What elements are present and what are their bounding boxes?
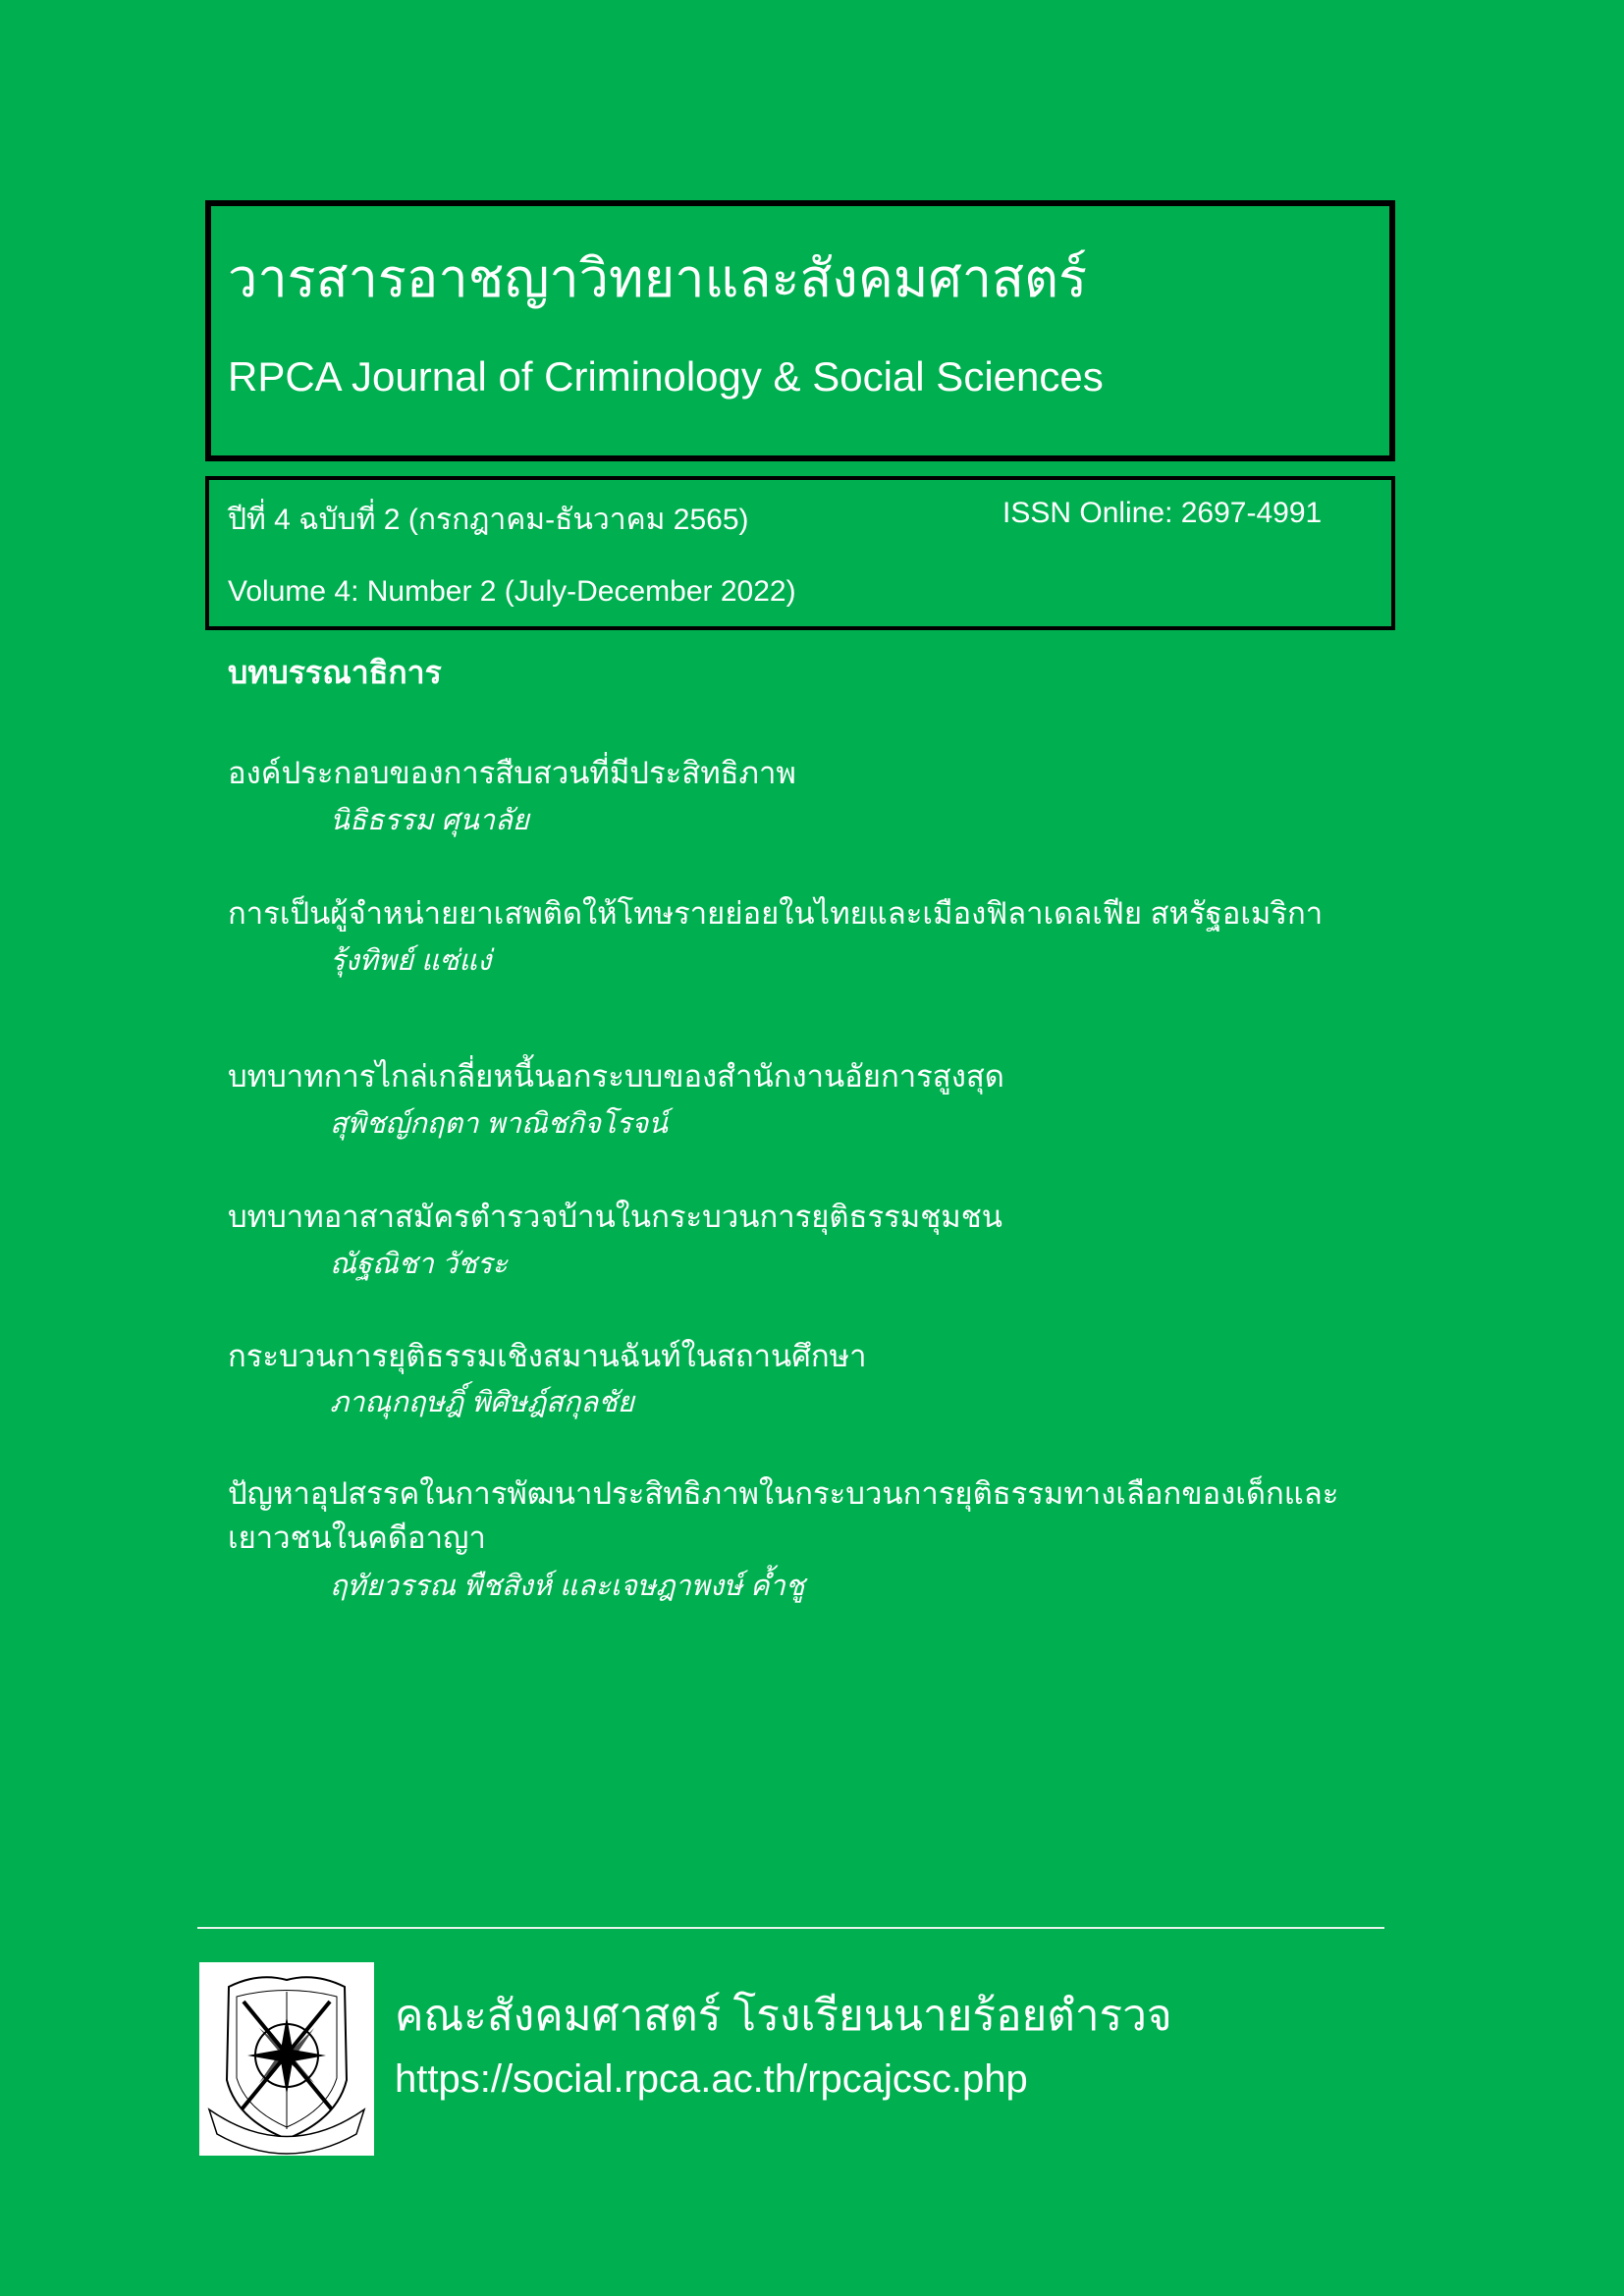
article-title: การเป็นผู้จำหน่ายยาเสพติดให้โทษรายย่อยในไทยและเมืองฟิลาเดลเฟีย สหรัฐอเมริกา [228, 896, 1324, 931]
issue-th: ปีที่ 4 ฉบับที่ 2 (กรกฎาคม-ธันวาคม 2565) [228, 504, 749, 536]
issn: ISSN Online: 2697-4991 [1002, 497, 1323, 529]
article-author: สุพิชญ์กฤตา พาณิชกิจโรจน์ [330, 1108, 669, 1140]
article-author: รุ้งทิพย์ แซ่แง่ [330, 945, 492, 977]
journal-url[interactable]: https://social.rpca.ac.th/rpcajcsc.php [395, 2057, 1028, 2101]
article-title: บทบาทการไกล่เกลี่ยหนี้นอกระบบของสำนักงานอัยการสูงสุด [228, 1059, 1004, 1094]
article-title-line2: เยาวชนในคดีอาญา [228, 1521, 486, 1555]
journal-title-en: RPCA Journal of Criminology & Social Sciences [228, 353, 1104, 400]
journal-title-th: วารสารอาชญาวิทยาและสังคมศาสตร์ [228, 249, 1088, 308]
article-title: กระบวนการยุติธรรมเชิงสมานฉันท์ในสถานศึกษา [228, 1339, 867, 1373]
article-author: ภาณุกฤษฎิ์ พิศิษฎ์สกุลชัย [330, 1387, 634, 1418]
article-title: ปัญหาอุปสรรคในการพัฒนาประสิทธิภาพในกระบวนการยุติธรรมทางเลือกของเด็กและ [228, 1476, 1339, 1511]
editorial-heading: บทบรรณาธิการ [228, 655, 442, 690]
article-author: ฤทัยวรรณ พืชสิงห์ และเจษฎาพงษ์ ค้ำชู [330, 1571, 805, 1602]
issue-en: Volume 4: Number 2 (July-December 2022) [228, 575, 796, 608]
footer-divider [197, 1927, 1384, 1929]
rpca-logo [199, 1962, 374, 2156]
article-author: นิธิธรรม ศุนาลัย [330, 805, 529, 836]
faculty-name: คณะสังคมศาสตร์ โรงเรียนนายร้อยตำรวจ [395, 1992, 1172, 2040]
article-title: องค์ประกอบของการสืบสวนที่มีประสิทธิภาพ [228, 756, 796, 790]
article-author: ณัฐณิชา วัชระ [330, 1249, 508, 1280]
article-title: บทบาทอาสาสมัครตำรวจบ้านในกระบวนการยุติธรรมชุมชน [228, 1200, 1002, 1234]
